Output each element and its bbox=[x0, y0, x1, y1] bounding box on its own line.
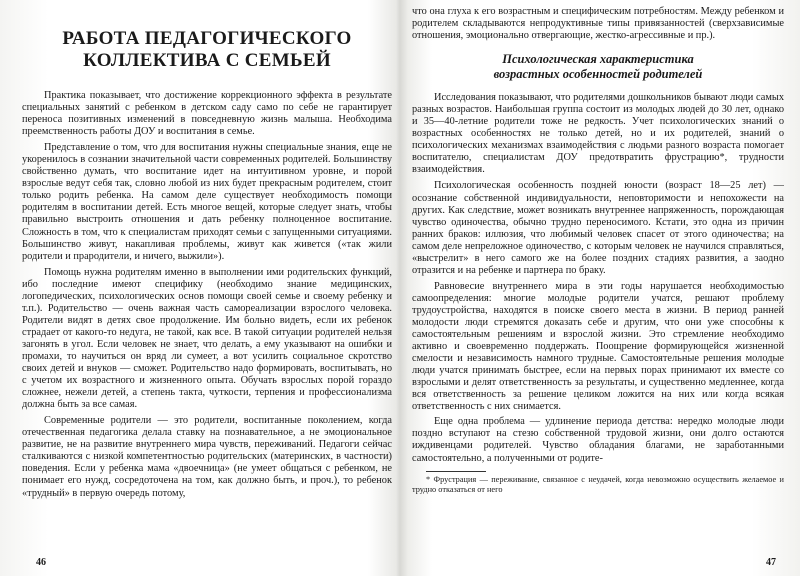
chapter-title-line-1: РАБОТА ПЕДАГОГИЧЕСКОГО bbox=[62, 28, 352, 49]
footnote-rule bbox=[426, 471, 486, 472]
page-number: 46 bbox=[36, 557, 46, 568]
section-heading-line-2: возрастных особенностей родителей bbox=[493, 67, 703, 82]
paragraph: Помощь нужна родителям именно в выполнении ими родительских функций, ибо последние имеют специфику (необходимо знание медицинских, логопедических, психологических основ помощи своей семье и своему ребенку и т.п.). Родительство — очень важная часть самореализации взрослого человека. Родители видят в детях свое продолжение. Им больно видеть, если их ребенок страдает от какого-то недуга, не такой, как все. В такой ситуации родителей нельзя загонять в угол. Если человек не знает, что делать, а ему указывают на ошибки и промахи, то научиться он вряд ли сумеет, а вот усилить социальное скротство своих детей и внуков — сможет. Родительство надо формировать, воспитывать, но с учетом их возрастного и жизненного опыта. Обучать взрослых порой гораздо сложнее, нежели детей, а степень такта, чуткости, терпения и профессионализма должна быть за все самая. bbox=[22, 266, 392, 411]
paragraph: Представление о том, что для воспитания нужны специальные знания, еще не укоренилось в сознании значительной части современных родителей. Большинству свойственно думать, что воспитание идет на интуитивном уровне, и порой взрослые ведут себя так, словно любой из них будет прекрасным родителем, стоит только родить ребенка. На самом деле существует необходимость помощи родителям в воспитании детей. Есть многое вещей, которые следует знать, чтобы правильно выстроить отношения и дать ребенку полноценное воспитание. Сложность в том, что к специалистам приходят семьи с запущенными ситуациями. Большинство живут, накапливая проблемы, живут как живется («так жили родители и прародители, и ничего, выжили»). bbox=[22, 142, 392, 262]
footnote: * Фрустрация — переживание, связанное с неудачей, когда невозможно осуществить желаемое и трудно отказаться от него bbox=[412, 474, 784, 494]
paragraph: Практика показывает, что достижение коррекционного эффекта в результате специальных занятий с ребенком в детском саду само по себе не гарантирует переноса позитивных изменений в повседневную жизнь малыша. Необходима преемственность работы ДОУ и воспитания в семье. bbox=[22, 90, 392, 138]
left-page bbox=[22, 0, 392, 576]
chapter-title-line-2: КОЛЛЕКТИВА С СЕМЬЕЙ bbox=[83, 50, 331, 71]
section-heading-line-1: Психологическая характеристика bbox=[502, 52, 694, 67]
section-heading bbox=[412, 52, 784, 82]
page-number: 47 bbox=[766, 557, 776, 568]
paragraph: Еще одна проблема — удлинение периода детства: нередко молодые люди поздно вступают на стезю собственной трудовой жизни, они долго остаются иждивенцами родителей. Чувство обладания благами, не заработанными самостоятельно, а полученными от родите- bbox=[412, 416, 784, 464]
chapter-title bbox=[22, 28, 392, 72]
right-page bbox=[412, 0, 784, 576]
paragraph: Равновесие внутреннего мира в эти годы нарушается необходимостью самоопределения: многие молодые родители учатся, решают проблему трудоустройства, находятся в поиске своего места в жизни. В период ранней молодости люди стремятся доказать себе и другим, что они уже способны к самостоятельным решениям и взрослой жизни. Это стремление необходимо активно и своевременно поддержать. Поощрение формирующейся жизненной смелости и независимость намного трудные. Самостоятельные решения молодые люди учатся принимать быстрее, если на первых порах принимают их вместе со взрослыми и делят ответственность за результаты, и существенно медленнее, когда вся ответственность за решение целиком ложится на них или когда всякая ответственность с них снимается. bbox=[412, 280, 784, 413]
paragraph: Современные родители — это родители, воспитанные поколением, когда отечественная педагогика делала ставку на познавательное, а не эмоциональное развитие, не на развитие внутреннего мира чувств, переживаний. Педагоги сейчас сталкиваются с низкой компетентностью родительских (материнских, в частности) поведения. Если у ребенка мама «двоечница» (не умеет общаться с ребенком, не понимает его нужд, сосредоточена на том, как должно быть, и проч.), то ребенок «трудный» в первую очередь потому, bbox=[22, 415, 392, 499]
paragraph: Психологическая особенность поздней юности (возраст 18—25 лет) — осознание собственной индивидуальности, неповторимости и непохожести на других. Как следствие, может возникать внутреннее напряженность, порождающая чувство одиночества, обычно трудно переносимого. Кстати, это одна из причин ранних браков: иллюзия, что любимый человек спасет от этого одиночества; на самом деле непреложное одиночество, с которым человек не научился справляться, «выстрелит» в него самого же на более поздних стадиях развития, а заодно отразится и на ребенке и партнера по браку. bbox=[412, 180, 784, 276]
paragraph-continued: что она глуха к его возрастным и специфическим потребностям. Между ребенком и родителем складываются непродуктивные типы привязанностей (сверхзависимые отношения, эмоционально отвергающие, жестко-агрессивные и пр.). bbox=[412, 6, 784, 42]
paragraph: Исследования показывают, что родителями дошкольников бывают люди самых разных возрастов. Наибольшая группа состоит из молодых людей до 30 лет, однако и 35—40-летние родители тоже не редкость. Учет психологических знаний о возрастных особенностях не только детей, но и их родителей, знаний о психологических механизмах взаимодействия с людьми разного возраста помогает воспитателю, специалистам ДОУ предотвратить фрустрацию*, трудности взаимодействия. bbox=[412, 92, 784, 176]
